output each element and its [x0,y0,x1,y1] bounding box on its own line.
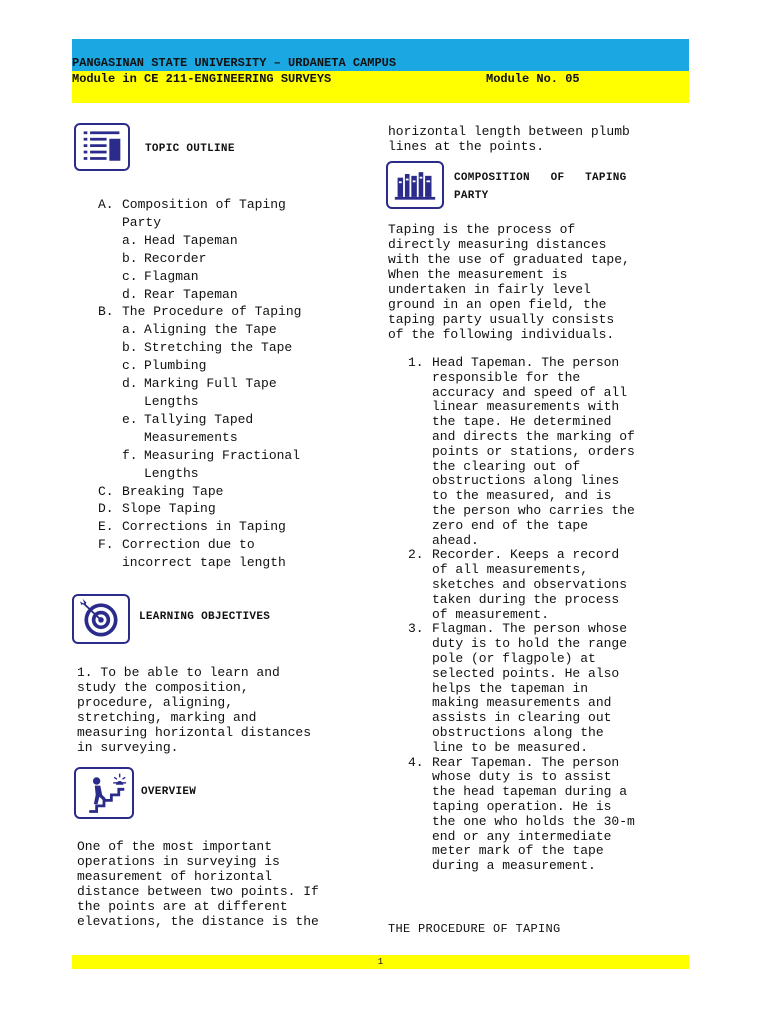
taping-party-item [408,356,708,548]
outline-subitem [98,447,348,483]
page-number: 1 [377,957,384,967]
outline-subitem-label: f. [122,447,138,463]
outline-item [98,303,348,321]
outline-subitem [98,232,348,250]
document-list-icon [74,123,130,171]
module-title: Module in CE 211-ENGINEERING SURVEYS [72,72,332,86]
learning-objectives-title: LEARNING OBJECTIVES [139,611,271,623]
taping-party-list [408,356,708,874]
outline-subitem-text: Tallying Taped Measurements [144,411,254,445]
outline-item-label: C. [98,483,114,499]
taping-party-item-text: Rear Tapeman. The person whose duty is to assist the head tapeman during a taping operation. He is the one who holds the 30-m end or any intermediate meter mark of the tape during a measurement. [432,754,635,874]
outline-item-label: F. [98,537,114,553]
topic-outline-title: TOPIC OUTLINE [145,143,235,155]
outline-subitem-text: Flagman [144,268,199,284]
outline-item [98,483,348,501]
outline-item-text: The Procedure of Taping [122,304,302,320]
outline-item-text: Correction due to incorrect tape length [122,537,286,571]
composition-title: COMPOSITION OF TAPING [454,172,627,184]
outline-item-label: B. [98,304,114,320]
topic-outline-list [98,196,348,572]
outline-subitem [98,321,348,339]
outline-subitem [98,286,348,304]
outline-subitem-label: e. [122,411,138,427]
taping-party-item [408,548,708,622]
taping-party-item-text: Head Tapeman. The person responsible for the accuracy and speed of all linear measurements with the tape. He determined and directs the marking of points or stations, orders the clearing out of obstructions along lines to the measured, and is the person who carries the zero end of the tape ahead. [432,355,635,548]
overview-title: OVERVIEW [141,786,197,798]
books-icon [386,161,444,209]
footer-band [72,955,689,969]
outline-subitem-label: c. [122,268,138,284]
outline-subitem-label: a. [122,232,138,248]
outline-item-label: E. [98,519,114,535]
procedure-title: THE PROCEDURE OF TAPING [388,922,561,936]
outline-subitem-text: Recorder [144,250,207,266]
module-number: Module No. 05 [486,72,580,86]
taping-party-item-number: 4. [408,754,424,770]
outline-item-label: A. [98,197,114,212]
outline-subitem-label: a. [122,322,138,338]
outline-subitem [98,375,348,411]
outline-item [98,536,348,572]
outline-subitem-text: Plumbing [144,358,207,374]
taping-party-item-text: Flagman. The person whose duty is to hold the range pole (or flagpole) at selected points. He also helps the tapeman in making measurements and assists in clearing out obstructions along the line to be measured. [432,621,628,755]
continuation-text: horizontal length between plumb lines at the points. [388,124,630,154]
target-icon [72,594,130,644]
outline-item [98,196,348,232]
outline-subitem-text: Aligning the Tape [144,322,277,338]
outline-item [98,518,348,536]
outline-item-text: Breaking Tape [122,483,224,499]
outline-item-text: Composition of Taping Party [122,197,286,230]
outline-subitem-label: b. [122,250,138,266]
taping-party-item-number: 2. [408,547,424,563]
taping-party-item-text: Recorder. Keeps a record of all measurements, sketches and observations taken during the process of measurement. [432,547,628,622]
outline-subitem [98,357,348,375]
taping-party-item [408,756,708,874]
outline-subitem [98,411,348,447]
outline-subitem-label: d. [122,286,138,302]
outline-subitem-text: Marking Full Tape Lengths [144,376,277,409]
outline-item-text: Corrections in Taping [122,519,286,535]
composition-title-line2: PARTY [454,190,489,202]
outline-subitem-text: Measuring Fractional Lengths [144,447,301,481]
outline-item-text: Slope Taping [122,501,216,517]
outline-subitem-text: Rear Tapeman [144,286,238,302]
outline-subitem-text: Head Tapeman [144,232,238,248]
outline-subitem [98,339,348,357]
university-name: PANGASINAN STATE UNIVERSITY – URDANETA CAMPUS [72,56,397,70]
outline-subitem-label: d. [122,376,138,392]
outline-item-label: D. [98,501,114,517]
outline-subitem-text: Stretching the Tape [144,340,293,356]
outline-subitem [98,268,348,286]
taping-party-item [408,622,708,755]
stairs-climber-icon [74,767,134,819]
taping-party-item-number: 1. [408,355,424,370]
outline-subitem [98,250,348,268]
outline-subitem-label: c. [122,358,138,374]
taping-party-item-number: 3. [408,621,424,637]
outline-item [98,500,348,518]
learning-objectives-text: 1. To be able to learn and study the composition, procedure, aligning, stretching, marking and measuring horizontal distances in surveying. [77,665,312,755]
overview-text: One of the most important operations in surveying is measurement of horizontal distance between two points. If the points are at different elevations, the distance is the [77,839,319,929]
composition-intro: Taping is the process of directly measuring distances with the use of graduated tape, When the measurement is undertaken in fairly level ground in an open field, the taping party usually consists of the following individuals. [388,222,630,342]
outline-subitem-label: b. [122,340,138,356]
